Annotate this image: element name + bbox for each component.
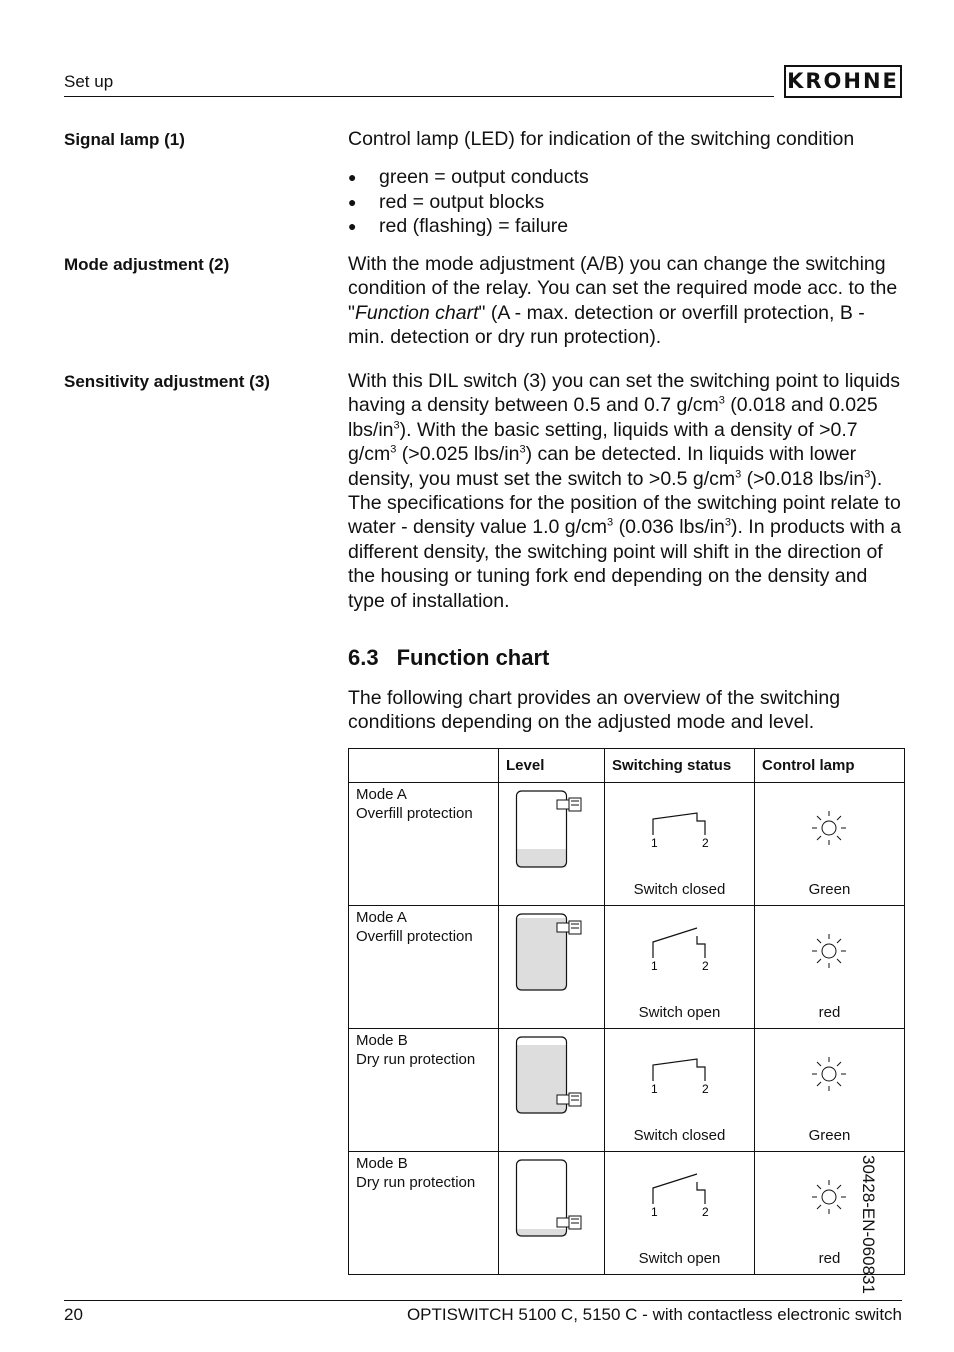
superscript: 3 (519, 443, 526, 456)
mode-cell (349, 783, 499, 906)
lamp-cell (755, 1152, 905, 1275)
sensor-icon (557, 1216, 581, 1229)
footer-title: OPTISWITCH 5100 C, 5150 C - with contactless electronic switch (406, 1305, 902, 1324)
krohne-logo: KROHNE (784, 65, 902, 98)
header-cell: Control lamp (755, 749, 905, 783)
level-cell (499, 783, 605, 906)
terminal-label: 2 (702, 1082, 709, 1096)
tank-level-low-icon (499, 783, 604, 901)
lamp-cell (755, 906, 905, 1029)
sensitivity-text (348, 369, 904, 613)
switch-status-label: Switch open (638, 1250, 721, 1267)
mode-protection: Dry run protection (356, 1174, 476, 1191)
tank-level-full-icon (499, 1029, 604, 1147)
tank-fill (517, 849, 567, 867)
mode-name: Mode B (356, 1155, 408, 1172)
mode-name: Mode A (356, 786, 407, 803)
terminal-label: 2 (702, 959, 709, 973)
lamp-cell (755, 1029, 905, 1152)
mode-text-part: With the mode adjustment (A/B) you can change the switching condition of the relay. You can set the required mode acc. to the " (348, 253, 898, 324)
table-header-row (349, 749, 905, 783)
switch-open-icon (605, 906, 754, 986)
section-heading (348, 645, 549, 671)
mode-protection: Dry run protection (356, 1051, 476, 1068)
lamp-icon (755, 783, 904, 863)
switch-cell (605, 1029, 755, 1152)
signal-lamp-list (348, 165, 908, 238)
switch-closed-icon (605, 1029, 754, 1109)
section-title: Function chart (396, 645, 550, 670)
lamp-color-label: red (818, 1004, 841, 1021)
header-cell (349, 749, 499, 783)
sensor-icon (557, 1093, 581, 1106)
sensitivity-label: Sensitivity adjustment (3) (64, 372, 270, 391)
mode-cell (349, 906, 499, 1029)
mode-cell (349, 1152, 499, 1275)
mode-text-italic: Function chart (354, 301, 479, 324)
lamp-icon (755, 1152, 904, 1232)
section-number: 6.3 (348, 645, 379, 670)
signal-lamp-text (348, 127, 908, 239)
header-rule (64, 96, 774, 97)
text-part: ) can be detected. In liquids with lower density, you must set the switch to >0.5 g/cm (348, 443, 857, 490)
switch-open-icon (605, 1152, 754, 1232)
superscript: 3 (735, 468, 742, 481)
superscript: 3 (607, 516, 614, 529)
mode-adjustment-text (348, 252, 904, 350)
terminal-label: 2 (702, 1205, 709, 1219)
list-item: ● red = output blocks (348, 190, 908, 214)
superscript: 3 (718, 394, 725, 407)
sensor-icon (557, 798, 581, 811)
superscript: 3 (393, 419, 400, 432)
level-cell (499, 1029, 605, 1152)
lamp-icon (755, 1029, 904, 1109)
mode-name: Mode B (356, 1032, 408, 1049)
lamp-color-label: Green (808, 881, 851, 898)
superscript: 3 (724, 516, 731, 529)
switch-status-label: Switch closed (633, 1127, 726, 1144)
function-chart-table (348, 748, 905, 1275)
text-part: (0.018 and 0.025 lbs/in (348, 394, 878, 441)
signal-lamp-intro: Control lamp (LED) for indication of the switching condition (348, 128, 855, 150)
switch-status-label: Switch open (638, 1004, 721, 1021)
mode-adjustment-label: Mode adjustment (2) (64, 255, 230, 274)
footer-rule (64, 1300, 902, 1301)
lamp-color-label: red (818, 1250, 841, 1267)
mode-cell (349, 1029, 499, 1152)
tank-level-low-icon (499, 1152, 604, 1270)
mode-protection: Overfill protection (356, 805, 473, 822)
tank-level-full-icon (499, 906, 604, 1024)
superscript: 3 (864, 468, 871, 481)
sensor-icon (557, 921, 581, 934)
list-item: ● red (flashing) = failure (348, 214, 908, 238)
list-item: ● green = output conducts (348, 165, 908, 189)
text-part: (0.036 lbs/in (613, 516, 725, 539)
lamp-icon (755, 906, 904, 986)
lamp-cell (755, 783, 905, 906)
text-part: ). In products with a different density, the switching point will shift in the direction of the housing or tuning fork end depending on the density and type of installation. (348, 516, 902, 612)
mode-text-part: " (A - max. detection or overfill protection, B - min. detection or dry run protection). (348, 301, 865, 349)
table-row (349, 783, 905, 906)
tank-fill (517, 1229, 567, 1236)
table-row (349, 1152, 905, 1275)
text-part: (>0.018 lbs/in (741, 467, 865, 490)
signal-lamp-label: Signal lamp (1) (64, 130, 185, 149)
section-intro: The following chart provides an overview of the switching conditions depending on the adjusted mode and level. (348, 687, 841, 734)
text-part: ). With the basic setting, liquids with a density of >0.7 g/cm (348, 418, 858, 466)
header-cell: Level (499, 749, 605, 783)
text-part: (>0.025 lbs/in (396, 443, 520, 466)
terminal-label: 1 (651, 1082, 658, 1096)
text-part: With this DIL switch (3) you can set the switching point to liquids having a density between 0.5 and 0.7 g/cm (348, 370, 901, 417)
mode-name: Mode A (356, 909, 407, 926)
lamp-color-label: Green (808, 1127, 851, 1144)
level-cell (499, 906, 605, 1029)
header-section: Set up (64, 72, 114, 91)
switch-status-label: Switch closed (633, 881, 726, 898)
text-part: ). The specifications for the position of the switching point relate to water - density value 1.0 g/cm (348, 467, 901, 539)
switch-cell (605, 1152, 755, 1275)
mode-protection: Overfill protection (356, 928, 473, 945)
table-row (349, 1029, 905, 1152)
switch-cell (605, 783, 755, 906)
document-id: 30428-EN-060831 (859, 1155, 878, 1294)
terminal-label: 1 (651, 959, 658, 973)
table-row (349, 906, 905, 1029)
switch-cell (605, 906, 755, 1029)
superscript: 3 (390, 443, 397, 456)
terminal-label: 2 (702, 836, 709, 850)
terminal-label: 1 (651, 836, 658, 850)
header-cell: Switching status (605, 749, 755, 783)
terminal-label: 1 (651, 1205, 658, 1219)
switch-closed-icon (605, 783, 754, 863)
page-number: 20 (64, 1305, 83, 1324)
level-cell (499, 1152, 605, 1275)
